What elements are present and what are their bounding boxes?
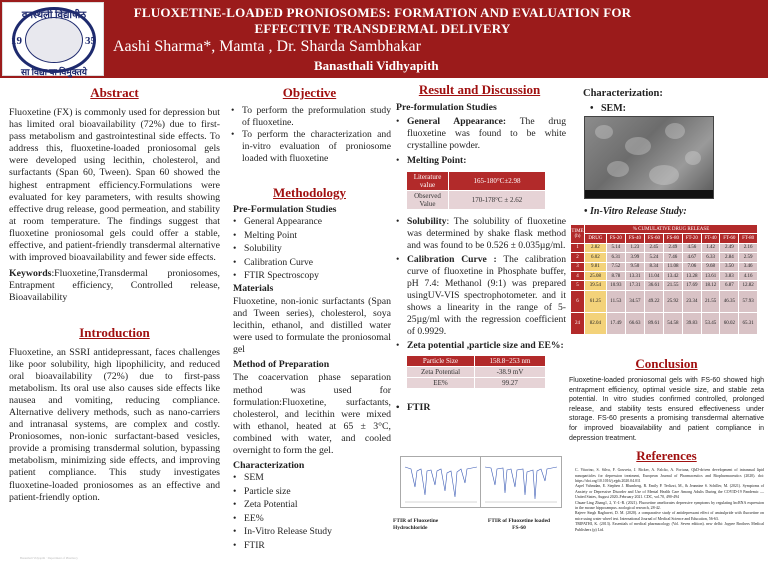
- appearance-text: The drug fluoxetine was found to be white crystalline powder.: [407, 116, 566, 151]
- release-cell: 9.50: [625, 262, 644, 271]
- release-cell: 66.63: [625, 312, 644, 334]
- release-column-header: DRUG: [585, 234, 607, 243]
- char-item: • FTIR: [230, 539, 391, 553]
- release-cell: 5.14: [606, 243, 625, 252]
- release-cell: 8.34: [644, 262, 663, 271]
- zeta-item: [393, 340, 566, 352]
- column-2: [228, 85, 391, 553]
- release-table: [570, 224, 758, 335]
- release-cell: 39.54: [585, 281, 607, 290]
- release-column-header: FT-40: [701, 234, 720, 243]
- logo-year-right: 35: [85, 35, 96, 47]
- release-cell: 2.49: [663, 243, 682, 252]
- release-column-header: FT-60: [720, 234, 739, 243]
- preform-item: • Solubility: [230, 242, 391, 256]
- poster-authors: Aashi Sharma*, Mamta , Dr. Sharda Sambhakar: [113, 38, 421, 55]
- release-cell: 6.31: [606, 253, 625, 262]
- release-cell: 1.23: [625, 243, 644, 252]
- preform-item: • Melting Point: [230, 229, 391, 243]
- release-cell: 65.31: [739, 312, 758, 334]
- objective-item: • To perform the characterization and in-vitro evaluation of proniosome loaded with fluoxetine: [228, 129, 391, 165]
- table-row: [571, 243, 758, 252]
- release-column-header: FT-80: [739, 234, 758, 243]
- char-item: • Particle size: [230, 485, 391, 499]
- release-cell: 25.92: [663, 290, 682, 312]
- release-cell: 57.93: [739, 290, 758, 312]
- release-cell: 61.25: [585, 290, 607, 312]
- logo-year-left: 19: [11, 35, 22, 47]
- ftir-spectrum-fs60: [480, 456, 562, 508]
- release-cell: 3.46: [739, 262, 758, 271]
- release-column-header: FS-80: [663, 234, 682, 243]
- time-cell: 24: [571, 312, 585, 334]
- appearance-item: [393, 116, 566, 152]
- characterization-heading: Characterization: [233, 460, 305, 472]
- logo-emblem: [25, 17, 83, 63]
- zeta-table: [406, 355, 546, 389]
- ftir-plot-2: [481, 457, 561, 507]
- melting-point-table: [406, 171, 546, 210]
- footer-fine-print: Banasthali Vidyapith · Department of Pharmacy: [20, 556, 78, 560]
- release-cell: 2.84: [720, 253, 739, 262]
- release-column-header: FS-40: [625, 234, 644, 243]
- release-cell: 10.93: [606, 281, 625, 290]
- release-super-header: % CUMULATIVE DRUG RELEASE: [585, 225, 758, 234]
- melting-item: [393, 155, 566, 167]
- time-cell: 6: [571, 290, 585, 312]
- release-body: [571, 243, 758, 334]
- objective-list: [228, 105, 391, 165]
- release-cell: 7.46: [663, 253, 682, 262]
- release-cell: 3.83: [720, 271, 739, 280]
- release-cell: 2.45: [644, 243, 663, 252]
- conclusion-section: [569, 356, 764, 533]
- logo-top-text: वनस्थली विद्यापीठ: [21, 10, 87, 21]
- sem-list: [587, 102, 764, 116]
- sem-image: [584, 116, 714, 199]
- release-cell: 2.82: [585, 243, 607, 252]
- table-row: [407, 378, 546, 389]
- table-row: [571, 262, 758, 271]
- calibration-label: Calibration Curve :: [407, 254, 497, 265]
- column-3: [393, 82, 566, 415]
- reference-item: Chuan-Ling Zhang1, 2, Y.-J.-R. (2021). Fluoxetine ameliorates depressive symptoms by regulating lncRNA expression in the mouse hippocampus. zoological research, 28-42.: [575, 500, 764, 510]
- introduction-heading: Introduction: [79, 324, 150, 340]
- release-cell: 21.55: [701, 290, 720, 312]
- solubility-label: Solubility: [407, 216, 447, 227]
- release-cell: 2.16: [739, 243, 758, 252]
- materials-heading: Materials: [233, 282, 274, 294]
- solubility-item: [393, 216, 566, 252]
- time-header: TIME (h): [571, 225, 585, 244]
- references-list: [569, 468, 764, 533]
- poster-header: [0, 0, 768, 78]
- abstract-heading: Abstract: [90, 85, 139, 100]
- table-row: [571, 253, 758, 262]
- ftir-item: • FTIR: [393, 401, 566, 415]
- release-cell: 11.04: [644, 271, 663, 280]
- objective-heading: Objective: [282, 85, 337, 100]
- preform-heading: Pre-Formulation Studies: [233, 204, 337, 215]
- release-cell: 12.82: [739, 281, 758, 290]
- release-cell: 13.28: [682, 271, 701, 280]
- table-cell: 170-178°C ± 2.62: [449, 191, 546, 210]
- table-cell: -38.9 mV: [475, 367, 546, 378]
- release-cell: 11.08: [663, 262, 682, 271]
- characterization-list: [230, 471, 391, 553]
- release-cell: 5.24: [644, 253, 663, 262]
- release-column-header: FT-20: [682, 234, 701, 243]
- release-cell: 13.31: [625, 271, 644, 280]
- references-heading: References: [636, 448, 697, 464]
- results-preform-heading: Pre-formulation Studies: [396, 102, 497, 113]
- release-cell: 49.22: [644, 290, 663, 312]
- table-row: [407, 191, 546, 210]
- keywords: [9, 268, 220, 304]
- poster-affiliation: Banasthali Vidhyapith: [314, 58, 439, 73]
- release-cell: 7.52: [606, 262, 625, 271]
- introduction-text: Fluoxetine, an SSRI antidepressant, faces challenges like poor solubility, high lipophilicity, and reduced oral bioavailability (72%) due to first-pass metabolism. Its oral use also causes side effects like nausea and vomiting, reducing compliance. Alternative delivery methods, such as nano-carriers and intranasal systems, are complex and costly. Proniosomes, non-ionic surfactant-based vesicles, provide a promising transdermal solution, bypassing metabolism, minimizing side effects, and improving patient compliance. This study investigates fluoxetine-loaded proniosomes as an effective and patient-friendly option.: [9, 346, 220, 503]
- reference-item: C. Vitorino, S. Silva, F. Gouveia, J. Bicker, A. Falcão, A. Fortuna, QbD-driven development of intranasal lipid nanoparticles for depression treatment, European Journal of Pharmaceutics and Biopharmaceutics (2020). doi: https://doi.org/10.1016/j.ejpb.2020.04.011: [575, 468, 764, 483]
- reference-item: TRIPATHI, K. (2013). Essentials of medical pharmacology (Vol. Seven edition). new delhi: Jaypee Brothers Medical Publishers (p) Ltd.: [575, 522, 764, 532]
- release-cell: 36.61: [644, 281, 663, 290]
- release-cell: 23.34: [682, 290, 701, 312]
- release-cell: 9.68: [701, 262, 720, 271]
- table-row: [571, 312, 758, 334]
- release-cell: 8.78: [606, 271, 625, 280]
- char-results-heading: Characterization:: [583, 88, 663, 99]
- release-cell: 4.16: [739, 271, 758, 280]
- ftir-caption-2: FTIR of Fluoxetine loaded FS-60: [487, 518, 551, 531]
- melting-label: Melting Point:: [407, 155, 467, 166]
- sem-scale-bar: [585, 190, 713, 198]
- logo-bottom-text: सा विद्या या विमुक्तये: [21, 67, 87, 77]
- ftir-caption-1: FTIR of Fluoxetine Hydrochloride: [393, 518, 439, 531]
- release-cell: 21.55: [663, 281, 682, 290]
- release-cell: 4.56: [682, 243, 701, 252]
- method-text: The coacervation phase separation method was used for formulation:Fluoxetine, surfactants, cholesterol, and lecithin were mixed with ethanol, heated at 65 ± 3°C, combined with water, and cooled overnight to form the gel.: [233, 372, 391, 456]
- methodology-heading: Methodology: [273, 185, 346, 200]
- method-heading: Method of Preparation: [233, 359, 330, 371]
- preform-item: • FTIR Spectroscopy: [230, 269, 391, 283]
- release-column-header: FS-60: [644, 234, 663, 243]
- table-cell: Literature value: [407, 172, 449, 191]
- calibration-text: The calibration curve of fluoxetine in Phosphate buffer, pH 7.4: Methanol (9:1) was prepared usingUV-VIS spectrophotometer. and it shows a linearity in the range of 5-25µg/ml with the regression coefficient of 0.9929.: [407, 254, 567, 337]
- solubility-text: : The solubility of fluoxetine was determined by shake flask method and was found to be 0.526 ± 0.035µg/ml.: [407, 216, 566, 251]
- results-list-2: [393, 216, 566, 352]
- release-cell: 46.35: [720, 290, 739, 312]
- release-cell: 6.33: [701, 253, 720, 262]
- release-cell: 17.31: [625, 281, 644, 290]
- zeta-label: Zeta potential ,particle size and EE%:: [407, 340, 564, 351]
- release-cell: 25.08: [585, 271, 607, 280]
- sem-label: • SEM:: [587, 102, 764, 116]
- release-header-row: [571, 234, 758, 243]
- release-cell: 11.53: [606, 290, 625, 312]
- results-list-1: [393, 116, 566, 167]
- release-cell: 13.61: [701, 271, 720, 280]
- table-row: [571, 271, 758, 280]
- release-cell: 13.42: [663, 271, 682, 280]
- table-cell: Zeta Potential: [407, 367, 475, 378]
- table-cell: EE%: [407, 378, 475, 389]
- column-4: [569, 88, 764, 116]
- release-cell: 6.02: [585, 253, 607, 262]
- release-cell: 34.57: [625, 290, 644, 312]
- table-cell: 99.27: [475, 378, 546, 389]
- release-cell: 89.61: [644, 312, 663, 334]
- release-super-header-row: [571, 225, 758, 234]
- table-cell: 158.8−253 nm: [475, 356, 546, 367]
- time-cell: 3: [571, 262, 585, 271]
- table-row: [407, 356, 546, 367]
- reference-item: Aspel Vahmdan, E. Stephen J. Blumberg, R. Emily P. Terlizzi, M., & Jeannine S. Schiller, M. (2021). Symptoms of Anxiety or Depressive Disorder and Use of Mental Health Care Among Adults During the COVID-19 Pandemic — United States, August 2020–February 2021. CDC, vol.70, 490-494: [575, 484, 764, 500]
- keywords-text: :Fluoxetine,Transdermal proniosomes, Entrapment efficiency, Controlled release, Bioavailability: [9, 268, 220, 304]
- time-cell: 5: [571, 281, 585, 290]
- time-cell: 2: [571, 253, 585, 262]
- conclusion-text: Fluoxetine-loaded proniosomal gels with FS-60 showed high entrapment efficiency, optimal vesicle size, and stable zeta potential. In vitro studies confirmed controlled, prolonged release, and stability tests ensured effectiveness under storage. FS-60 presents a promising transdermal alternative for improved bioavailability and patient compliance in depression treatment.: [569, 377, 764, 442]
- release-cell: 17.49: [606, 312, 625, 334]
- appearance-label: General Appearance:: [407, 116, 507, 127]
- ftir-spectrum-fluoxetine: [400, 456, 482, 508]
- ftir-plot-1: [401, 457, 481, 507]
- time-cell: 1: [571, 243, 585, 252]
- char-item: • EE%: [230, 512, 391, 526]
- table-cell: Particle Size: [407, 356, 475, 367]
- results-list-3: [393, 401, 566, 415]
- table-row: [571, 290, 758, 312]
- invitro-label: • In-Vitro Release Study:: [584, 206, 687, 217]
- conclusion-heading: Conclusion: [635, 356, 698, 371]
- release-cell: 53.45: [701, 312, 720, 334]
- release-cell: 39.83: [682, 312, 701, 334]
- objective-item: • To perform the preformulation study of fluoxetine.: [228, 105, 391, 129]
- release-cell: 6.87: [720, 281, 739, 290]
- release-cell: 18.12: [701, 281, 720, 290]
- release-cell: 17.69: [682, 281, 701, 290]
- release-cell: 54.58: [663, 312, 682, 334]
- release-cell: 4.67: [682, 253, 701, 262]
- table-row: [407, 367, 546, 378]
- release-column-header: FS-20: [606, 234, 625, 243]
- release-cell: 3.99: [625, 253, 644, 262]
- release-cell: 82.04: [585, 312, 607, 334]
- university-logo: [2, 2, 104, 76]
- release-cell: 7.06: [682, 262, 701, 271]
- table-row: [571, 281, 758, 290]
- table-row: [407, 172, 546, 191]
- reference-item: Rajeev Singh Raghuvei, D. M. (2020). a comparative study of antidepressant effect of amisulpride with fluoxetine on mice using water wheel test. International Journal of Medical Science and Education, 56-63.: [575, 511, 764, 521]
- release-cell: 9.81: [585, 262, 607, 271]
- calibration-item: [393, 254, 566, 338]
- preform-list: [230, 215, 391, 283]
- table-cell: 165-180°C±2.98: [449, 172, 546, 191]
- release-cell: 1.42: [701, 243, 720, 252]
- column-1: [9, 85, 220, 504]
- table-cell: Observed Value: [407, 191, 449, 210]
- release-cell: 2.59: [739, 253, 758, 262]
- release-cell: 2.49: [720, 243, 739, 252]
- preform-item: • General Appearance: [230, 215, 391, 229]
- invitro-label-text: In-Vitro Release Study:: [590, 206, 687, 217]
- char-item: • Zeta Potential: [230, 498, 391, 512]
- time-cell: 4: [571, 271, 585, 280]
- release-cell: 3.50: [720, 262, 739, 271]
- poster-title: FLUOXETINE-LOADED PRONIOSOMES: FORMATION AND EVALUATION FOR EFFECTIVE TRANSDERMAL DELIVERY: [133, 5, 632, 36]
- char-item: • In-Vitro Release Study: [230, 525, 391, 539]
- abstract-text: Fluoxetine (FX) is commonly used for depression but has limited oral bioavailability (72%) due to first-pass metabolism and gastrointestinal side effects. To address this, fluoxetine-loaded proniosomal gels were developed using lecithin, cholesterol, and surfactants (Span 60, Tween). Span 60 showed the highest entrapment efficiency.Formulations were evaluated for key parameters, with results showing effective drug release, good permeation, and stability at room temperature. The findings suggest that fluoxetine proniosomal gels could offer a stable, effective, and patient-friendly transdermal alternative with improved bioavailability and fewer side effects.: [9, 107, 220, 264]
- materials-text: Fluoxetine, non-ionic surfactants (Span and Tween series), cholesterol, soya lecithin, ethanol, and distilled water were used to formulate the proniosomal gel: [233, 295, 391, 356]
- char-item: • SEM: [230, 471, 391, 485]
- results-heading: Result and Discussion: [418, 82, 541, 97]
- keywords-label: Keywords: [9, 268, 52, 280]
- preform-item: • Calibration Curve: [230, 256, 391, 270]
- release-cell: 60.02: [720, 312, 739, 334]
